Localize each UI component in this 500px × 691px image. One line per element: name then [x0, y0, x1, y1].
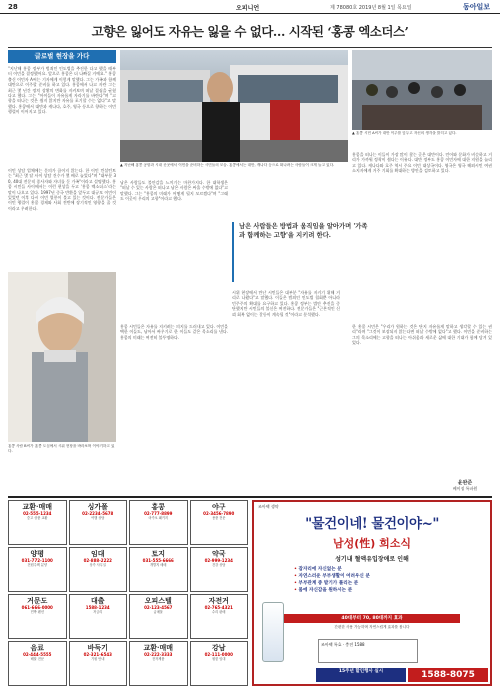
ad-subtext: 간편한 사용 가능하며 자연스럽게 효과를 봅니다 [334, 625, 410, 629]
classified-ad[interactable]: 오피스텔 02-123-4567 급매물 [129, 594, 188, 639]
ad-headline: "물건이네! 물건이야~" [305, 516, 439, 532]
ads-divider [8, 496, 492, 498]
article-text-col4: 홍콩을 떠나는 이들이 가장 많이 찾는 곳은 대만이다. 언어와 문화가 비슷하고 거리가 가까워 정착이 쉽다는 이유다. 대만 정부도 홍콩 이민자에 대한 지원을 늘리고 있다. 캐나다와 호주 역시 주요 이민 대상국이다. 영국은 영국 해외시민 여권 소지자에게 거주 기회를 확대하는 방안을 검토하고 있다. [352, 152, 492, 174]
ad-promo-strip [256, 666, 488, 684]
column-title: 글로벌 현장을 가다 [8, 50, 116, 63]
photo-caption-3: 홍콩 사람 B씨가 홍콩 도심에서 시위 현장을 바라보며 이야기하고 있다. [8, 444, 115, 453]
article-text-col2: 남은 사람들도 불안감을 느끼기는 마찬가지다. 한 대학생은 "떠날 수 있는 사람은 떠나고 남은 사람은 싸울 수밖에 없다"고 말했다. 그는 "홍콩의 미래가 어떻게 될지 모르겠다"며 "그래도 이곳이 우리의 고향"이라고 했다. [120, 180, 228, 202]
ad-bullet: • 자연스러운 부부생활이 어려우신 분 [294, 573, 484, 580]
section-name: 오피니언 [236, 5, 260, 12]
classified-ad[interactable]: 교환·매매 02-555-1234 중고 상품 교환 [8, 500, 67, 545]
classified-ad[interactable]: 야구 02-3456-7890 용품 전문 [190, 500, 249, 545]
article-text-col3: 시위 현장에서 만난 시민들은 대부분 "자유를 지키기 위해 거리로 나왔다"고 말했다. 이들은 범죄인 인도법 철회뿐 아니라 민주주의 확대를 요구하고 있다. 홍콩 정부는 법안 추진을 중단했지만 시민들의 불신은 여전하다. 전문가들은 "근본적인 신뢰 회복 없이는 갈등이 계속될 것"이라고 분석했다. [232, 290, 340, 317]
ad-bullet: • 몸에 자신감을 원하시는 분 [294, 587, 484, 594]
pull-quote: 남은 사람들은 방법과 움직임을 알아가며 '가족과 함께하는 고향'을 지키려 한다. [232, 222, 372, 282]
portrait-photo [8, 272, 116, 442]
product-bottle-image [262, 602, 284, 662]
classified-ad[interactable]: 토지 031-555-6666 개발지 매매 [129, 547, 188, 592]
byline [440, 481, 490, 491]
article-text-col1: "지난해 홍콩 정부가 범죄인 인도법을 추진한 다고 했을 때부터 이민을 결정했어요. 앞으로 홍콩은 더 나빠질 거예요." 홍콩 출신 이민자 A씨는 기자에게 이렇게 말했다. 그는 가족과 함께 대만으로 이주할 준비를 하고 있다. 홍콩에서 나고 자란 그는 최근 몇 년간 정치 상황의 변화를 지켜보며 떠날 결심을 굳혔다고 했다. 그는 "아이들이 자유롭게 자라기를 바란다"며 "고향을 떠나는 것은 쉽지 않지만 자유를 포기할 수는 없다"고 말했다. 홍콩에서 대만과 캐나다, 호주, 영국 등으로 향하는 이민 행렬이 이어지고 있다. [8, 66, 116, 115]
ad-age-bar: 40대부터 70, 80대까지 효과 [284, 614, 460, 623]
article-text-col5: 한 홍콩 시민은 "우리가 원하는 것은 단지 자유롭게 말하고 생각할 수 있는 권리"라며 "그것이 보장되지 않는다면 떠날 수밖에 없다"고 했다. 이민을 준비하는 그의 목소리에는 고향을 떠나는 아쉬움과 새로운 삶에 대한 기대가 함께 담겨 있었다. [352, 324, 492, 346]
classified-ad[interactable]: 교환·매매 02-222-3333 전자제품 [129, 641, 188, 686]
photo-caption-1: ▲ 지난해 홍콩 공항과 시내 곳곳에서 이민을 준비하는 시민들의 모습. 홍콩에서는 대만, 캐나다 등으로 떠나려는 사람들이 크게 늘고 있다. [120, 163, 335, 167]
ad-bullet: • 부부관계 중 발기가 풀리는 분 [294, 580, 484, 587]
page-number: 28 [8, 3, 18, 11]
classified-ad[interactable]: 약국 02-999-1234 건강 상담 [190, 547, 249, 592]
health-product-ad[interactable] [252, 500, 492, 686]
ad-tagline: 성기내 혈액유입장애로 인해 [335, 556, 409, 563]
author-name: 윤완준 [457, 480, 473, 486]
classified-ad[interactable]: 양평 031-772-1100 전원주택 분양 [8, 547, 67, 592]
ad-subhead: 남성(性) 희소식 [332, 537, 411, 550]
issue-date: 제 78080호 2019년 8월 1일 목요일 [330, 5, 412, 11]
classified-ad[interactable]: 홍콩 02-777-8899 마카오 패키지 [129, 500, 188, 545]
divider [8, 47, 492, 48]
main-headline: 고향은 잃어도 자유는 잃을 수 없다… 시작된 ‘홍콩 엑소더스’ [91, 24, 409, 39]
ad-brand: 조아팩 생약 [258, 504, 279, 509]
bus-station-photo [120, 50, 348, 162]
classified-ad[interactable]: 강남 02-111-0000 원룸 임대 [190, 641, 249, 686]
ad-info-box: 조아팩 특효 · 충전 1588 [318, 639, 418, 663]
classified-ad[interactable]: 대출 1588-1234 저금리 [69, 594, 128, 639]
ad-bullet: • 잠자리에 자신없는 분 [294, 566, 484, 573]
article-text-col1b: 이민 상담 업체에는 문의가 끊이지 않는다. 한 이민 컨설턴트는 "최근 몇 달 사이 상담 건수가 몇 배로 늘었다"며 "대부분 30, 40대 전문직 종사자와 자녀를 둔 가족"이라고 설명했다. 홍콩 시민들 사이에서는 이런 현상을 두고 ‘홍콩 엑소더스’라는 말이 나오고 있다. 1997년 중국 반환을 앞두고 대규모 이민이 있었던 이후 다시 이민 열풍이 불고 있는 것이다. 전문가들은 이민 행렬이 홍콩 경제와 사회 전반에 장기적인 영향을 줄 것이라고 우려한다. [8, 168, 116, 211]
classified-ad[interactable]: 음료 02-444-5555 배달 전문 [8, 641, 67, 686]
classified-ad[interactable]: 임대 02-888-2222 상가 사무실 [69, 547, 128, 592]
airport-crowd-photo [352, 50, 492, 130]
article-text-col2b: 홍콩 시민들은 자유를 지키려는 의지를 드러내고 있다. 이민을 택한 이들도, 남아서 싸우기로 한 이들도 같은 목소리를 낸다. 홍콩의 미래는 여전히 불투명하다. [120, 324, 228, 340]
page-header [0, 0, 500, 14]
classified-ad[interactable]: 자전거 02-765-4321 수리 판매 [190, 594, 249, 639]
classified-ads [8, 500, 248, 686]
ad-phone-number[interactable]: 1588-8075 [408, 668, 488, 682]
author-title: 베이징 특파원 [452, 486, 478, 491]
photo-caption-2: ▲ 홍콩 시민 A씨가 대만 이주를 앞두고 자신의 생각을 밝히고 있다. [352, 131, 457, 135]
newspaper-logo: 동아일보 [462, 3, 490, 11]
classified-ad[interactable]: 싱가폴 02-2234-5678 여행 상담 [69, 500, 128, 545]
ad-bullet-list [294, 566, 484, 594]
classified-ad[interactable]: 바둑기 02-321-6543 기원 안내 [69, 641, 128, 686]
ad-promo-label: 15주년 할인행사 실시 [316, 668, 406, 682]
classified-ad[interactable]: 거문도 061-666-0000 민박 펜션 [8, 594, 67, 639]
